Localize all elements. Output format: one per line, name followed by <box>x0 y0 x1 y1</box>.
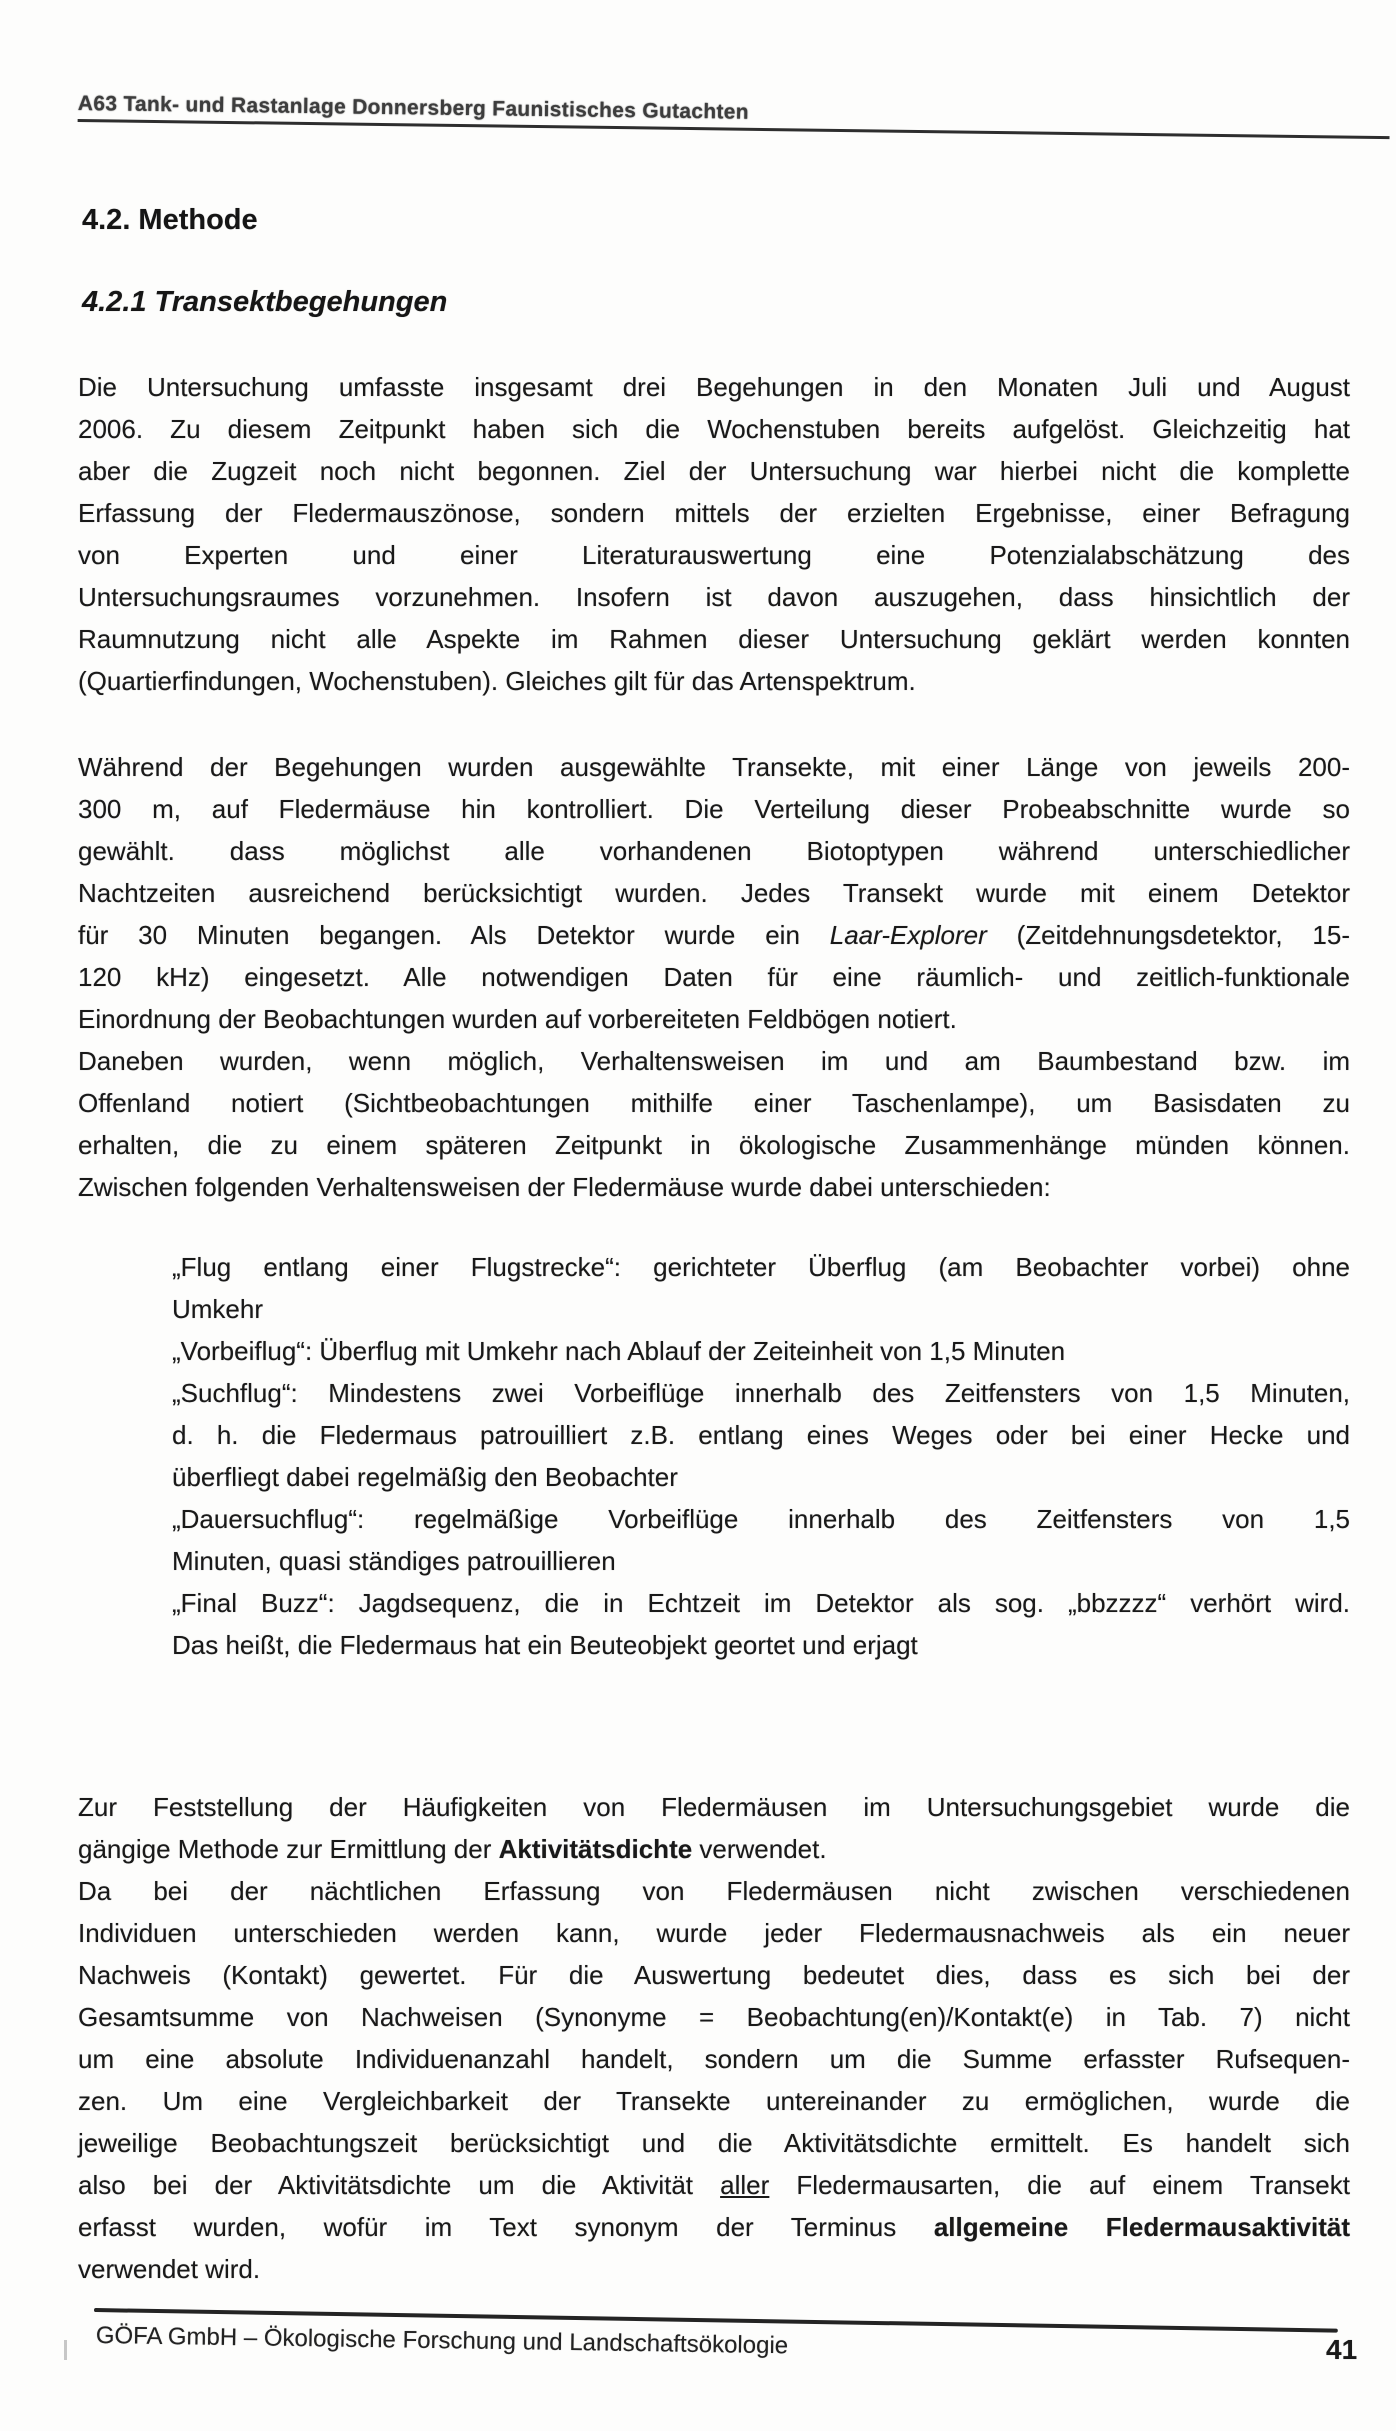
text-line <box>78 2206 1350 2248</box>
text-segment: erfasst wurden, wofür im Text synonym der Terminus <box>78 2212 934 2242</box>
text-line: gewählt. dass möglichst alle vorhandenen Biotoptypen während unterschiedlicher <box>78 836 1350 866</box>
text-segment: (Zeitdehnungsdetektor, 15- <box>986 920 1350 950</box>
word-aller-underlined: aller <box>720 2170 770 2200</box>
list-item-line: Das heißt, die Fledermaus hat ein Beuteobjekt geortet und erjagt <box>172 1630 918 1660</box>
list-item-line: „Dauersuchflug“: regelmäßige Vorbeiflüge innerhalb des Zeitfensters von 1,5 <box>172 1504 1350 1534</box>
text-segment: gängige Methode zur Ermittlung der <box>78 1834 499 1864</box>
paragraph-2 <box>78 746 1350 1208</box>
text-line: Raumnutzung nicht alle Aspekte im Rahmen dieser Untersuchung geklärt werden konnten <box>78 624 1350 654</box>
detector-name-italic: Laar-Explorer <box>829 920 987 950</box>
text-line: Daneben wurden, wenn möglich, Verhaltensweisen im und am Baumbestand bzw. im <box>78 1046 1350 1076</box>
behavior-definitions-list <box>172 1246 1350 1666</box>
text-line: Während der Begehungen wurden ausgewählte Transekte, mit einer Länge von jeweils 200- <box>78 752 1350 782</box>
text-line: verwendet wird. <box>78 2254 261 2284</box>
subsection-heading: 4.2.1 Transektbegehungen <box>82 286 448 318</box>
text-segment: also bei der Aktivitätsdichte um die Aktivität <box>78 2170 721 2200</box>
page-number: 41 <box>1326 2334 1358 2365</box>
text-line: jeweilige Beobachtungszeit berücksichtigt und die Aktivitätsdichte ermittelt. Es handelt sich <box>78 2128 1350 2158</box>
term-fledermausaktivitaet-bold: allgemeine Fledermausaktivität <box>933 2212 1350 2242</box>
list-item-line: Umkehr <box>172 1294 264 1324</box>
term-aktivitaetsdichte-bold: Aktivitätsdichte <box>498 1834 693 1864</box>
text-line: zen. Um eine Vergleichbarkeit der Transekte untereinander zu ermöglichen, wurde die <box>78 2086 1350 2116</box>
text-line: Erfassung der Fledermauszönose, sondern mittels der erzielten Ergebnisse, einer Befragung <box>78 498 1350 528</box>
paragraph-1 <box>78 366 1350 702</box>
list-item-line: „Flug entlang einer Flugstrecke“: gerichteter Überflug (am Beobachter vorbei) ohne <box>172 1252 1350 1282</box>
section-heading: 4.2. Methode <box>82 204 258 236</box>
text-line: Die Untersuchung umfasste insgesamt drei Begehungen in den Monaten Juli und August <box>78 372 1350 402</box>
running-header-title: A63 Tank- und Rastanlage Donnersberg Faunistisches Gutachten <box>77 92 750 124</box>
text-line: 120 kHz) eingesetzt. Alle notwendigen Daten für eine räumlich- und zeitlich-funktionale <box>78 962 1350 992</box>
text-line: Zwischen folgenden Verhaltensweisen der Fledermäuse wurde dabei unterschieden: <box>78 1172 1051 1202</box>
text-line: (Quartierfindungen, Wochenstuben). Gleiches gilt für das Artenspektrum. <box>78 666 916 696</box>
list-item-line: „Vorbeiflug“: Überflug mit Umkehr nach Ablauf der Zeiteinheit von 1,5 Minuten <box>172 1336 1066 1366</box>
text-line: Nachtzeiten ausreichend berücksichtigt wurden. Jedes Transekt wurde mit einem Detektor <box>78 878 1350 908</box>
text-line: Gesamtsumme von Nachweisen (Synonyme = Beobachtung(en)/Kontakt(e) in Tab. 7) nicht <box>78 2002 1350 2032</box>
text-segment: für 30 Minuten begangen. Als Detektor wurde ein <box>78 920 830 950</box>
running-header <box>78 92 1390 139</box>
scan-artifact <box>64 2340 67 2360</box>
text-line: Individuen unterschieden werden kann, wurde jeder Fledermausnachweis als ein neuer <box>78 1918 1350 1948</box>
list-item-line: überfliegt dabei regelmäßig den Beobachter <box>172 1462 678 1492</box>
footer-company: GÖFA GmbH – Ökologische Forschung und Landschaftsökologie <box>95 2322 789 2360</box>
text-line: aber die Zugzeit noch nicht begonnen. Ziel der Untersuchung war hierbei nicht die komplette <box>78 456 1350 486</box>
text-line <box>78 914 1350 956</box>
text-line: Untersuchungsraumes vorzunehmen. Insofern ist davon auszugehen, dass hinsichtlich der <box>78 582 1350 612</box>
text-line: 2006. Zu diesem Zeitpunkt haben sich die Wochenstuben bereits aufgelöst. Gleichzeitig hat <box>78 414 1350 444</box>
text-segment: verwendet. <box>692 1834 827 1864</box>
list-item-line: d. h. die Fledermaus patrouilliert z.B. entlang eines Weges oder bei einer Hecke und <box>172 1420 1350 1450</box>
paragraph-3 <box>78 1786 1350 2290</box>
list-item-line: „Suchflug“: Mindestens zwei Vorbeiflüge innerhalb des Zeitfensters von 1,5 Minuten, <box>172 1378 1350 1408</box>
text-line <box>78 1828 1350 1870</box>
text-line: Nachweis (Kontakt) gewertet. Für die Auswertung bedeutet dies, dass es sich bei der <box>78 1960 1350 1990</box>
text-line: Offenland notiert (Sichtbeobachtungen mithilfe einer Taschenlampe), um Basisdaten zu <box>78 1088 1350 1118</box>
text-line: Einordnung der Beobachtungen wurden auf vorbereiteten Feldbögen notiert. <box>78 1004 957 1034</box>
text-line <box>78 2164 1350 2206</box>
text-line: um eine absolute Individuenanzahl handelt, sondern um die Summe erfasster Rufsequen- <box>78 2044 1350 2074</box>
list-item-line: Minuten, quasi ständiges patrouillieren <box>172 1546 616 1576</box>
text-line: Da bei der nächtlichen Erfassung von Fledermäusen nicht zwischen verschiedenen <box>78 1876 1350 1906</box>
text-segment: Fledermausarten, die auf einem Transekt <box>769 2170 1350 2200</box>
list-item-line: „Final Buzz“: Jagdsequenz, die in Echtzeit im Detektor als sog. „bbzzzz“ verhört wird. <box>172 1588 1350 1618</box>
text-line: Zur Feststellung der Häufigkeiten von Fledermäusen im Untersuchungsgebiet wurde die <box>78 1792 1350 1822</box>
text-line: von Experten und einer Literaturauswertung eine Potenzialabschätzung des <box>78 540 1350 570</box>
text-line: 300 m, auf Fledermäuse hin kontrolliert. Die Verteilung dieser Probeabschnitte wurde so <box>78 794 1350 824</box>
text-line: erhalten, die zu einem späteren Zeitpunkt in ökologische Zusammenhänge münden können. <box>78 1130 1350 1160</box>
